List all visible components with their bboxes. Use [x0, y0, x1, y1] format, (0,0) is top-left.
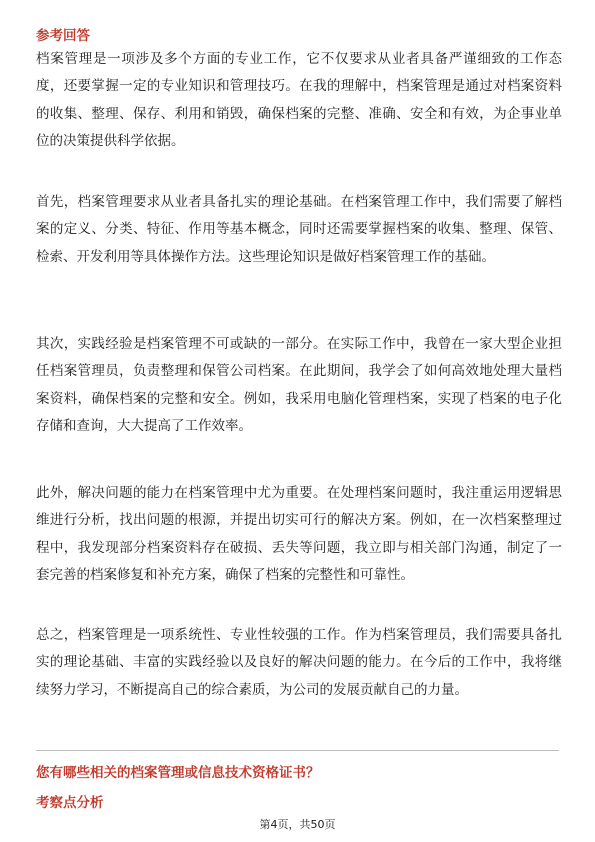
answer-paragraph-3: 其次，实践经验是档案管理不可或缺的一部分。在实际工作中，我曾在一家大型企业担任档案管理员，负责整理和保管公司档案。在此期间，我学会了如何高效地处理大量档案资料，确保档案的完整和安全。例如，我采用电脑化管理档案，实现了档案的电子化存储和查询，大大提高了工作效率。 [36, 336, 562, 435]
answer-heading: 参考回答 [36, 28, 90, 44]
answer-paragraph-5: 总之，档案管理是一项系统性、专业性较强的工作。作为档案管理员，我们需要具备扎实的理论基础、丰富的实践经验以及良好的解决问题的能力。在今后的工作中，我将继续努力学习，不断提高自己的综合素质，为公司的发展贡献自己的力量。 [36, 627, 562, 698]
analysis-heading: 考察点分析 [36, 795, 104, 811]
answer-paragraph-4: 此外，解决问题的能力在档案管理中尤为重要。在处理档案问题时，我注重运用逻辑思维进行分析，找出问题的根源，并提出切实可行的解决方案。例如，在一次档案整理过程中，我发现部分档案资料存在破损、丢失等问题，我立即与相关部门沟通，制定了一套完善的档案修复和补充方案，确保了档案的完整性和可靠性。 [36, 485, 562, 584]
section-divider [36, 750, 559, 751]
page-number-footer: 第4页，共50页 [259, 818, 336, 831]
next-question-title: 您有哪些相关的档案管理或信息技术资格证书？ [36, 765, 320, 781]
answer-paragraph-1: 档案管理是一项涉及多个方面的专业工作，它不仅要求从业者具备严谨细致的工作态度，还要掌握一定的专业知识和管理技巧。在我的理解中，档案管理是通过对档案资料的收集、整理、保存、利用和销毁，确保档案的完整、准确、安全和有效，为企事业单位的决策提供科学依据。 [36, 51, 562, 150]
answer-paragraph-2: 首先，档案管理要求从业者具备扎实的理论基础。在档案管理工作中，我们需要了解档案的定义、分类、特征、作用等基本概念，同时还需要掌握档案的收集、整理、保管、检索、开发利用等具体操作方法。这些理论知识是做好档案管理工作的基础。 [36, 194, 562, 265]
